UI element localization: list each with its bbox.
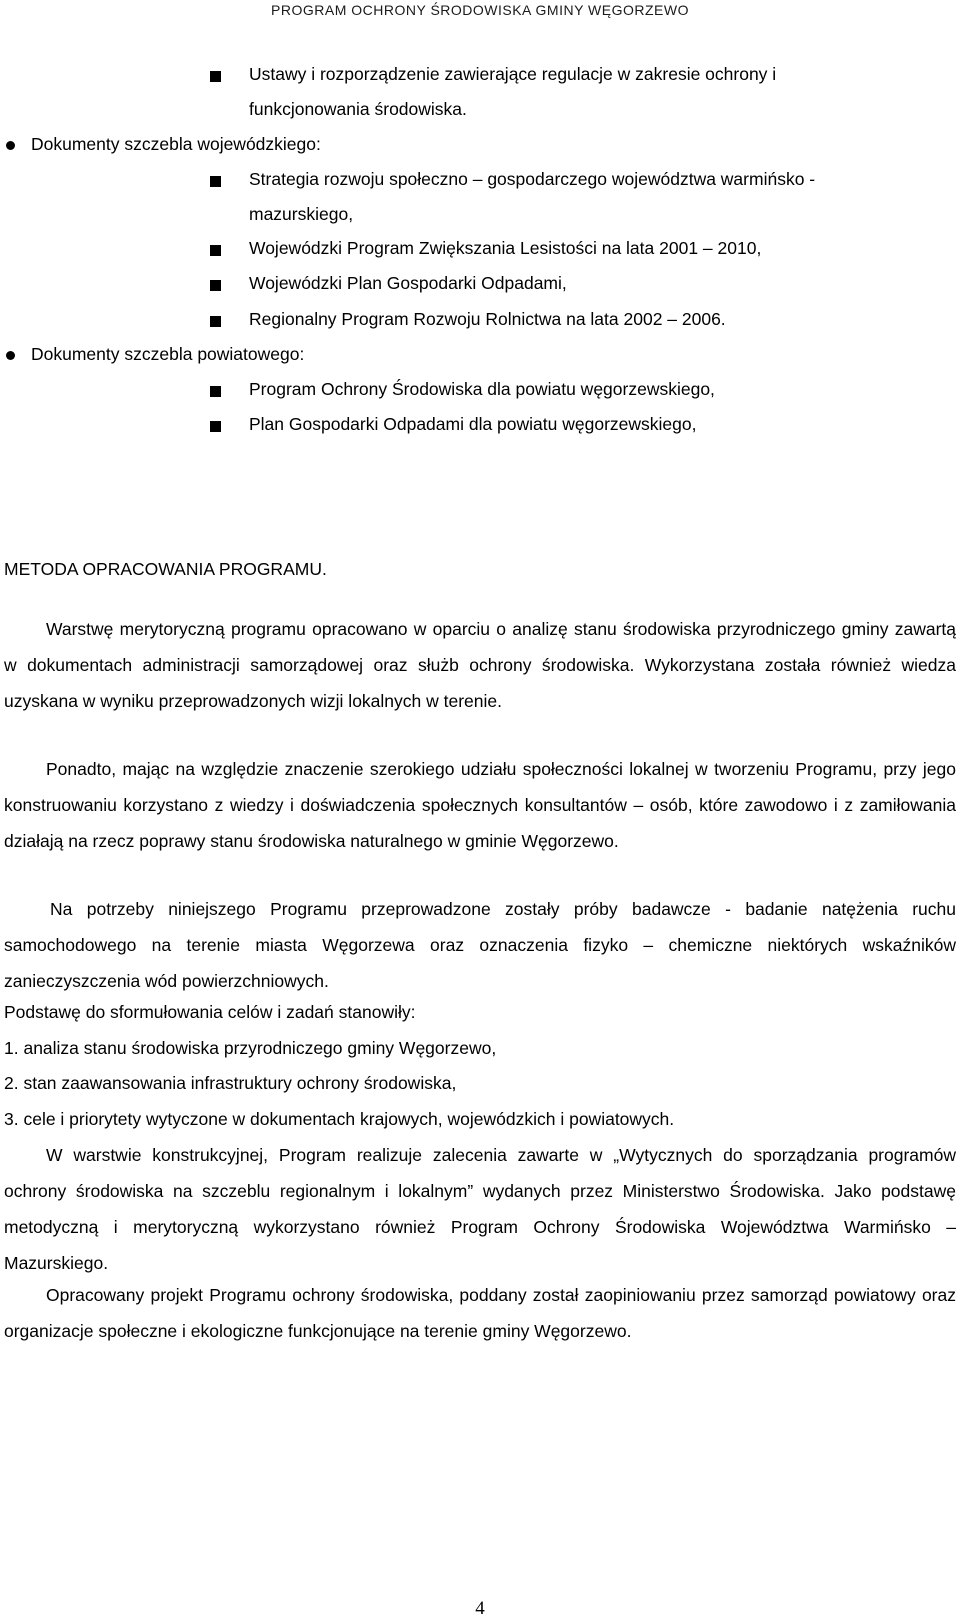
paragraph-text: Na potrzeby niniejszego Programu przeprowadzone zostały próby badawcze - badanie natężenia ruchu samochodowego na terenie miasta Węgorzewa oraz oznaczenia fizyko – chemiczne niektórych wskaźników zanieczyszczenia wód powierzchniowych. (4, 899, 956, 991)
paragraph (4, 1277, 956, 1349)
running-header: PROGRAM OCHRONY ŚRODOWISKA GMINY WĘGORZEWO (271, 2, 689, 18)
list-item: Regionalny Program Rozwoju Rolnictwa na lata 2002 – 2006. (249, 309, 726, 329)
paragraph (4, 891, 956, 999)
square-bullet-icon (210, 71, 221, 82)
paragraph-text: Opracowany projekt Programu ochrony środowiska, poddany został zaopiniowaniu przez samorząd powiatowy oraz organizacje społeczne i ekologiczne funkcjonujące na terenie gminy Węgorzewo. (4, 1285, 956, 1341)
paragraph (4, 1137, 956, 1281)
list-item: Wojewódzki Program Zwiększania Lesistości na lata 2001 – 2010, (249, 238, 762, 258)
square-bullet-icon (210, 176, 221, 187)
round-bullet-icon (6, 351, 15, 360)
numbered-item: 2. stan zaawansowania infrastruktury ochrony środowiska, (4, 1073, 457, 1093)
paragraph (4, 751, 956, 859)
paragraph-text: W warstwie konstrukcyjnej, Program realizuje zalecenia zawarte w „Wytycznych do sporządzania programów ochrony środowiska na szczeblu regionalnym i lokalnym” wydanych przez Ministerstwo Środowiska. Jako podstawę metodyczną i merytoryczną wykorzystano również Program Ochrony Środowiska Województwa Warmińsko – Mazurskiego. (4, 1145, 956, 1273)
list-item-continuation: mazurskiego, (249, 204, 354, 224)
county-docs-label: Dokumenty szczebla powiatowego: (31, 344, 305, 364)
square-bullet-icon (210, 386, 221, 397)
square-bullet-icon (210, 280, 221, 291)
section-heading: METODA OPRACOWANIA PROGRAMU. (4, 559, 327, 579)
voivodeship-docs-label: Dokumenty szczebla wojewódzkiego: (31, 134, 321, 154)
numbered-item: 3. cele i priorytety wytyczone w dokumentach krajowych, wojewódzkich i powiatowych. (4, 1109, 675, 1129)
numbered-item: 1. analiza stanu środowiska przyrodniczego gminy Węgorzewo, (4, 1038, 497, 1058)
list-item: Ustawy i rozporządzenie zawierające regulacje w zakresie ochrony i (249, 64, 777, 84)
list-item: Strategia rozwoju społeczno – gospodarczego województwa warmińsko - (249, 169, 816, 189)
list-item: Wojewódzki Plan Gospodarki Odpadami, (249, 273, 567, 293)
round-bullet-icon (6, 141, 15, 150)
paragraph-text: Ponadto, mając na względzie znaczenie szerokiego udziału społeczności lokalnej w tworzeniu Programu, przy jego konstruowaniu korzystano z wiedzy i doświadczenia społecznych konsultantów – osób, które zawodowo i z zamiłowania działają na rzecz poprawy stanu środowiska naturalnego w gminie Węgorzewo. (4, 759, 956, 851)
basis-intro: Podstawę do sformułowania celów i zadań stanowiły: (4, 1002, 416, 1022)
square-bullet-icon (210, 245, 221, 256)
square-bullet-icon (210, 421, 221, 432)
list-item: Program Ochrony Środowiska dla powiatu węgorzewskiego, (249, 379, 715, 399)
page-number: 4 (475, 1598, 485, 1619)
paragraph (4, 611, 956, 719)
list-item-continuation: funkcjonowania środowiska. (249, 99, 467, 119)
paragraph-text: Warstwę merytoryczną programu opracowano w oparciu o analizę stanu środowiska przyrodniczego gminy zawartą w dokumentach administracji samorządowej oraz służb ochrony środowiska. Wykorzystana została również wiedza uzyskana w wyniku przeprowadzonych wizji lokalnych w terenie. (4, 619, 956, 711)
list-item: Plan Gospodarki Odpadami dla powiatu węgorzewskiego, (249, 414, 697, 434)
square-bullet-icon (210, 316, 221, 327)
